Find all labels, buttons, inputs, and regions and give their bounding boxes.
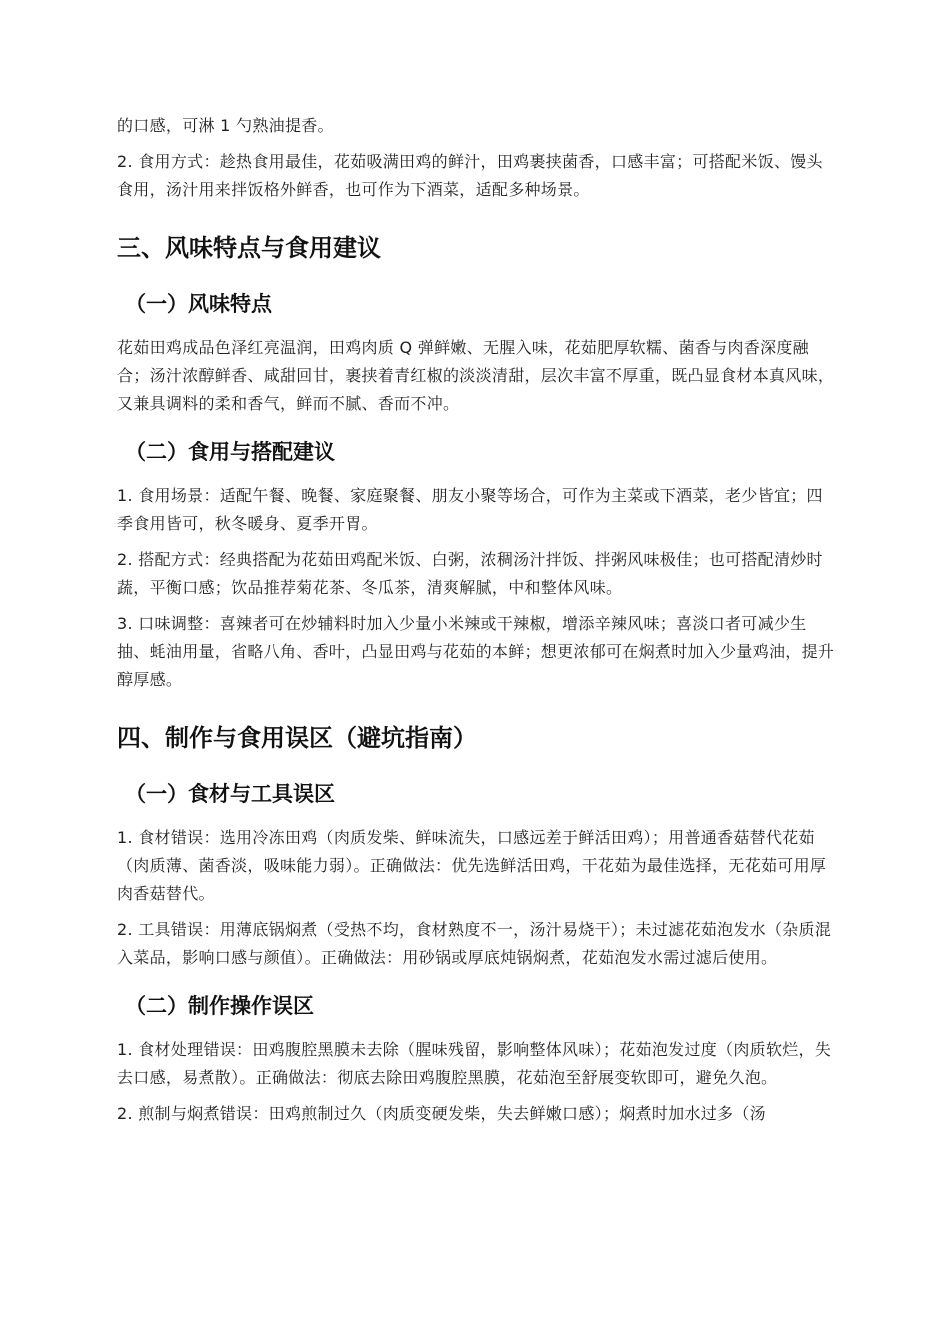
paragraph: 2. 搭配方式：经典搭配为花茹田鸡配米饭、白粥，浓稠汤汁拌饭、拌粥风味极佳；也可搭配清炒时蔬，平衡口感；饮品推荐菊花茶、冬瓜茶，清爽解腻，中和整体风味。: [117, 550, 823, 597]
subsection-heading: （一）食材与工具误区: [125, 782, 335, 806]
section-heading: 三、风味特点与食用建议: [117, 234, 381, 262]
paragraph: 1. 食材错误：选用冷冻田鸡（肉质发柴、鲜味流失，口感远差于鲜活田鸡）；用普通香菇替代花茹（肉质薄、菌香淡，吸味能力弱）。正确做法：优先选鲜活田鸡，干花茹为最佳选择，无花茹可用厚肉香菇替代。: [117, 828, 827, 903]
paragraph: 3. 口味调整：喜辣者可在炒辅料时加入少量小米辣或干辣椒，增添辛辣风味；喜淡口者可减少生抽、蚝油用量，省略八角、香叶，凸显田鸡与花茹的本鲜；想更浓郁可在焖煮时加入少量鸡油，提升醇厚感。: [117, 614, 835, 689]
subsection-heading: （二）食用与搭配建议: [125, 440, 335, 464]
paragraph: 花茹田鸡成品色泽红亮温润，田鸡肉质 Q 弹鲜嫩、无腥入味，花茹肥厚软糯、菌香与肉香深度融合；汤汁浓醇鲜香、咸甜回甘，裹挟着青红椒的淡淡清甜，层次丰富不厚重，既凸显食材本真风味，又兼具调料的柔和香气，鲜而不腻、香而不冲。: [117, 338, 835, 413]
paragraph: 2. 工具错误：用薄底锅焖煮（受热不均，食材熟度不一，汤汁易烧干）；未过滤花茹泡发水（杂质混入菜品，影响口感与颜值）。正确做法：用砂锅或厚底炖锅焖煮，花茹泡发水需过滤后使用。: [117, 920, 832, 967]
document-page: [117, 112, 837, 1136]
paragraph: 的口感，可淋 1 勺熟油提香。: [117, 116, 334, 135]
subsection-heading: （二）制作操作误区: [125, 994, 314, 1018]
paragraph: 2. 煎制与焖煮错误：田鸡煎制过久（肉质变硬发柴，失去鲜嫩口感）；焖煮时加水过多（汤: [117, 1104, 766, 1123]
subsection-heading: （一）风味特点: [125, 292, 272, 316]
paragraph: 1. 食用场景：适配午餐、晚餐、家庭聚餐、朋友小聚等场合，可作为主菜或下酒菜，老少皆宜；四季食用皆可，秋冬暖身、夏季开胃。: [117, 486, 823, 533]
paragraph: 2. 食用方式：趁热食用最佳，花茹吸满田鸡的鲜汁，田鸡裹挟菌香，口感丰富；可搭配米饭、馒头食用，汤汁用来拌饭格外鲜香，也可作为下酒菜，适配多种场景。: [117, 152, 823, 199]
paragraph: 1. 食材处理错误：田鸡腹腔黑膜未去除（腥味残留，影响整体风味）；花茹泡发过度（肉质软烂，失去口感，易煮散）。正确做法：彻底去除田鸡腹腔黑膜，花茹泡至舒展变软即可，避免久泡。: [117, 1040, 832, 1087]
section-heading: 四、制作与食用误区（避坑指南）: [117, 724, 477, 752]
